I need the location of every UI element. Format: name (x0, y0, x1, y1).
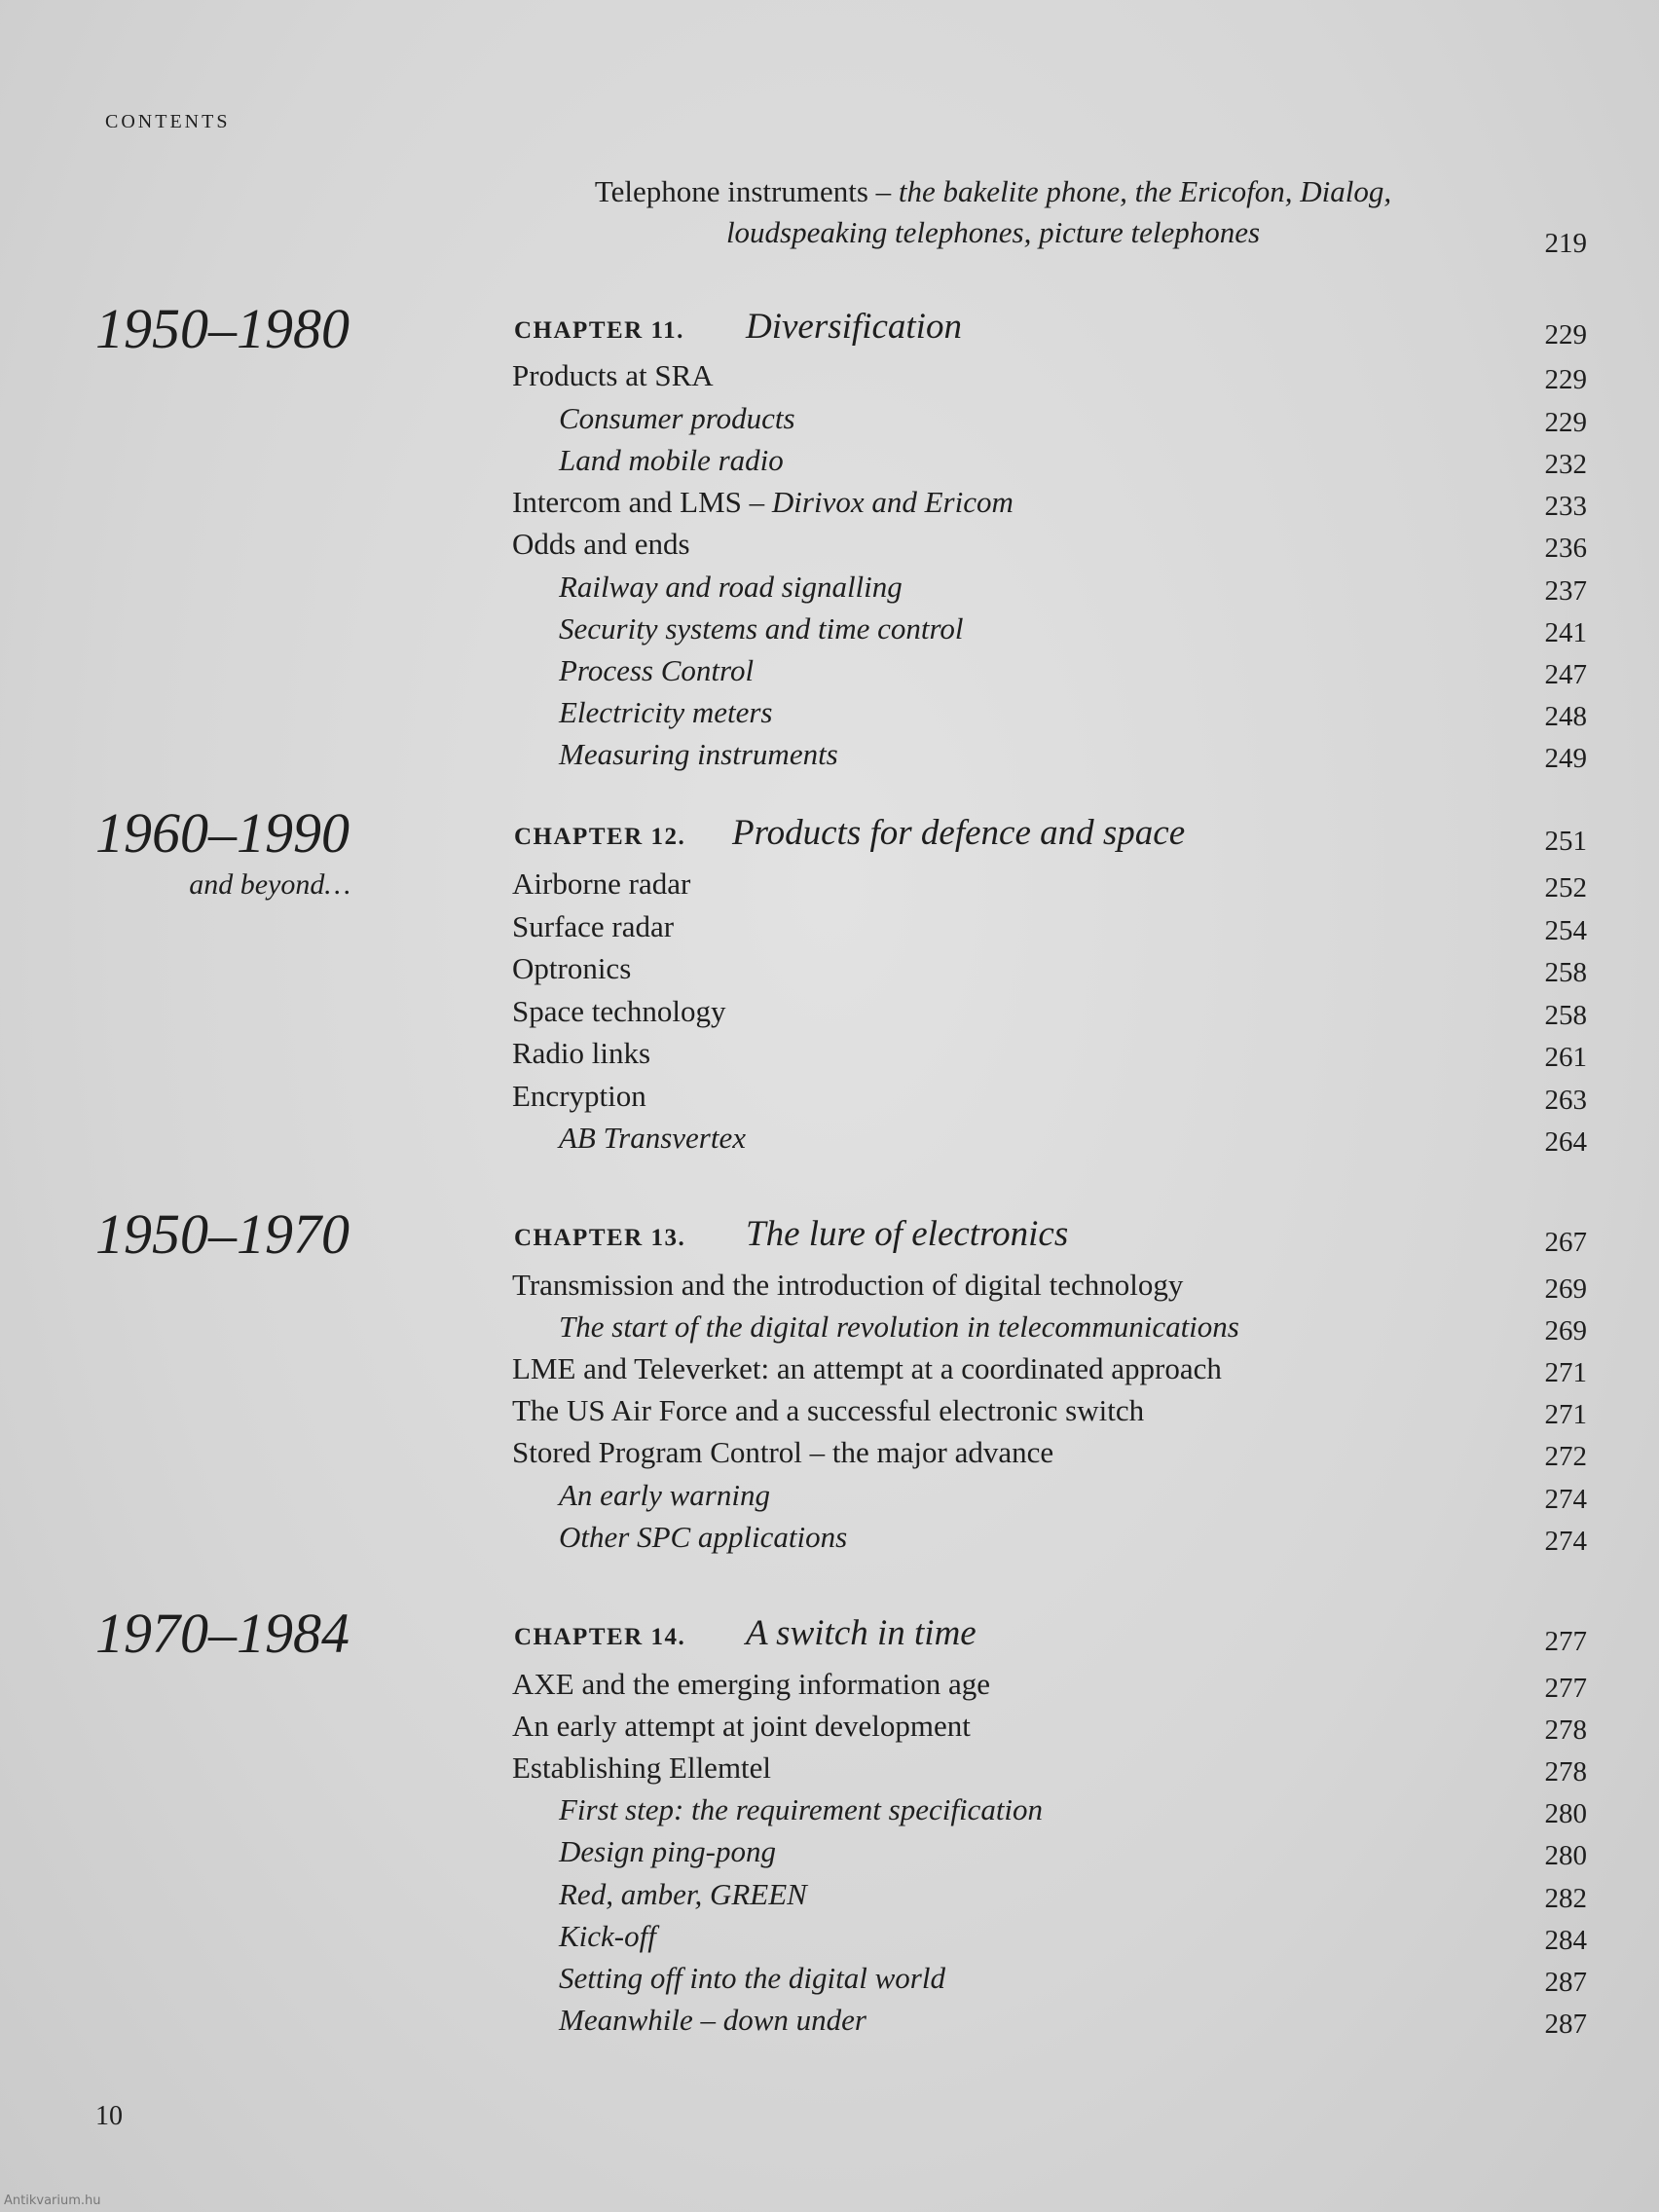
entry-page-number: 271 (1544, 1399, 1587, 1430)
entry-page-number: 232 (1544, 449, 1587, 480)
entry-page-number: 282 (1544, 1883, 1587, 1914)
entry-page-number: 278 (1544, 1714, 1587, 1746)
chapter-label: CHAPTER 12. (514, 824, 686, 850)
entry-page-number: 229 (1544, 364, 1587, 395)
entry-page-number: 237 (1544, 575, 1587, 607)
entry-text: Encryption (512, 1079, 646, 1113)
entry-page-number: 254 (1544, 915, 1587, 946)
entry-page-number: 287 (1544, 1967, 1587, 1998)
entry-text: An early attempt at joint development (512, 1709, 971, 1743)
chapter-heading[interactable] (514, 306, 1587, 354)
entry-text: Design ping-pong (559, 1834, 777, 1868)
entry-page-number: 233 (1544, 491, 1587, 522)
toc-entry[interactable] (512, 994, 1587, 1033)
watermark: Antikvarium.hu (4, 2194, 101, 2208)
toc-entry[interactable] (512, 866, 1587, 905)
page-number: 10 (95, 2101, 123, 2131)
toc-subentry[interactable] (559, 443, 1587, 482)
entry-text: The US Air Force and a successful electronic switch (512, 1393, 1145, 1427)
entry-page-number: 264 (1544, 1126, 1587, 1158)
toc-subentry[interactable] (559, 1520, 1587, 1559)
toc-entry[interactable] (512, 1036, 1587, 1075)
toc-entry[interactable] (512, 1393, 1587, 1432)
toc-entry[interactable] (512, 1667, 1587, 1706)
entry-text: Odds and ends (512, 527, 690, 561)
entry-page-number: 269 (1544, 1315, 1587, 1346)
era-label: 1950–1970 (95, 1202, 350, 1266)
chapter-title: Diversification (746, 307, 962, 347)
entry-text: Space technology (512, 994, 726, 1028)
entry-page-number: 278 (1544, 1756, 1587, 1788)
entry-page-number: 241 (1544, 617, 1587, 648)
entry-text: Meanwhile – down under (559, 2003, 866, 2037)
entry-page-number: 287 (1544, 2009, 1587, 2040)
toc-entry[interactable] (512, 527, 1587, 566)
entry-text: The start of the digital revolution in telecommunications (559, 1309, 1239, 1344)
entry-text: Security systems and time control (559, 611, 964, 645)
entry-text: Establishing Ellemtel (512, 1751, 772, 1785)
toc-entry[interactable] (512, 358, 1587, 397)
entry-text: Products at SRA (512, 358, 714, 392)
entry-text: AB Transvertex (559, 1121, 746, 1155)
intro-italic-line1: the bakelite phone, the Ericofon, Dialog, (898, 174, 1392, 208)
entry-text: Measuring instruments (559, 737, 838, 771)
toc-subentry[interactable] (559, 653, 1587, 692)
entry-text: AXE and the emerging information age (512, 1667, 990, 1701)
chapter-label: CHAPTER 14. (514, 1624, 686, 1650)
toc-entry[interactable] (512, 1351, 1587, 1390)
chapter-page-number: 229 (1544, 319, 1587, 350)
toc-entry[interactable] (512, 1435, 1587, 1474)
entry-page-number: 269 (1544, 1273, 1587, 1305)
entry-text: First step: the requirement specification (559, 1792, 1044, 1826)
chapter-heading[interactable] (514, 812, 1587, 861)
toc-entry[interactable] (512, 485, 1587, 524)
entry-text: Process Control (559, 653, 755, 687)
chapter-page-number: 277 (1544, 1626, 1587, 1657)
entry-text: Setting off into the digital world (559, 1961, 945, 1995)
entry-page-number: 272 (1544, 1441, 1587, 1472)
entry-text: Red, amber, GREEN (559, 1877, 807, 1911)
toc-subentry[interactable] (559, 1792, 1587, 1831)
entry-text: An early warning (559, 1478, 770, 1512)
entry-italic-text: Dirivox and Ericom (771, 485, 1014, 519)
chapter-label: CHAPTER 13. (514, 1225, 686, 1251)
entry-text: Radio links (512, 1036, 651, 1070)
toc-subentry[interactable] (559, 570, 1587, 608)
entry-page-number: 236 (1544, 533, 1587, 564)
toc-entry[interactable] (512, 1079, 1587, 1118)
entry-page-number: 258 (1544, 1000, 1587, 1031)
entry-text: Kick-off (559, 1919, 656, 1953)
toc-entry[interactable] (512, 1751, 1587, 1789)
entry-page-number: 280 (1544, 1798, 1587, 1829)
intro-title: Telephone instruments – (594, 174, 899, 208)
entry-page-number: 248 (1544, 701, 1587, 732)
entry-text: Railway and road signalling (559, 570, 903, 604)
entry-page-number: 274 (1544, 1484, 1587, 1515)
chapter-title: A switch in time (746, 1613, 977, 1653)
entry-text: Land mobile radio (559, 443, 784, 477)
toc-subentry[interactable] (559, 2003, 1587, 2042)
toc-entry[interactable] (512, 951, 1587, 990)
intro-entry (506, 171, 1480, 253)
chapter-heading[interactable] (514, 1612, 1587, 1661)
entry-text: LME and Televerket: an attempt at a coordinated approach (512, 1351, 1222, 1385)
toc-entry[interactable] (512, 1268, 1587, 1307)
toc-subentry[interactable] (559, 1877, 1587, 1916)
entry-text: Airborne radar (512, 866, 691, 901)
entry-text: Transmission and the introduction of digital technology (512, 1268, 1184, 1302)
entry-page-number: 247 (1544, 659, 1587, 690)
entry-text: Surface radar (512, 909, 675, 943)
running-header: CONTENTS (105, 111, 231, 132)
toc-subentry[interactable] (559, 1121, 1587, 1160)
entry-text: Electricity meters (559, 695, 773, 729)
entry-page-number: 280 (1544, 1840, 1587, 1871)
chapter-title: The lure of electronics (746, 1214, 1069, 1254)
toc-subentry[interactable] (559, 695, 1587, 734)
entry-text: Other SPC applications (559, 1520, 848, 1554)
era-label: 1970–1984 (95, 1602, 350, 1665)
toc-subentry[interactable] (559, 1834, 1587, 1873)
chapter-heading[interactable] (514, 1213, 1587, 1262)
chapter-page-number: 251 (1544, 826, 1587, 857)
toc-subentry[interactable] (559, 1961, 1587, 2000)
toc-subentry[interactable] (559, 1478, 1587, 1517)
era-label: 1950–1980 (95, 297, 350, 360)
toc-subentry[interactable] (559, 401, 1587, 440)
entry-page-number: 277 (1544, 1673, 1587, 1704)
chapter-page-number: 267 (1544, 1227, 1587, 1258)
entry-text: Consumer products (559, 401, 795, 435)
toc-entry[interactable] (512, 1709, 1587, 1748)
chapter-title: Products for defence and space (732, 813, 1186, 853)
era-label: 1960–1990 (95, 801, 350, 865)
era-sublabel: and beyond… (189, 868, 350, 901)
entry-page-number: 274 (1544, 1526, 1587, 1557)
intro-italic-line2: loudspeaking telephones, picture telephones (725, 215, 1261, 249)
toc-subentry[interactable] (559, 1309, 1587, 1348)
intro-page-number: 219 (1544, 228, 1587, 259)
entry-text: Optronics (512, 951, 632, 985)
entry-page-number: 249 (1544, 743, 1587, 774)
entry-page-number: 258 (1544, 957, 1587, 988)
toc-subentry[interactable] (559, 1919, 1587, 1958)
entry-page-number: 252 (1544, 872, 1587, 903)
chapter-label: CHAPTER 11. (514, 317, 684, 344)
entry-page-number: 271 (1544, 1357, 1587, 1388)
entry-page-number: 229 (1544, 407, 1587, 438)
toc-entry[interactable] (512, 909, 1587, 948)
entry-page-number: 261 (1544, 1042, 1587, 1073)
entry-text: Stored Program Control – the major advance (512, 1435, 1054, 1469)
toc-subentry[interactable] (559, 611, 1587, 650)
entry-text: Intercom and LMS – (512, 485, 772, 519)
toc-subentry[interactable] (559, 737, 1587, 776)
entry-page-number: 263 (1544, 1085, 1587, 1116)
entry-page-number: 284 (1544, 1925, 1587, 1956)
